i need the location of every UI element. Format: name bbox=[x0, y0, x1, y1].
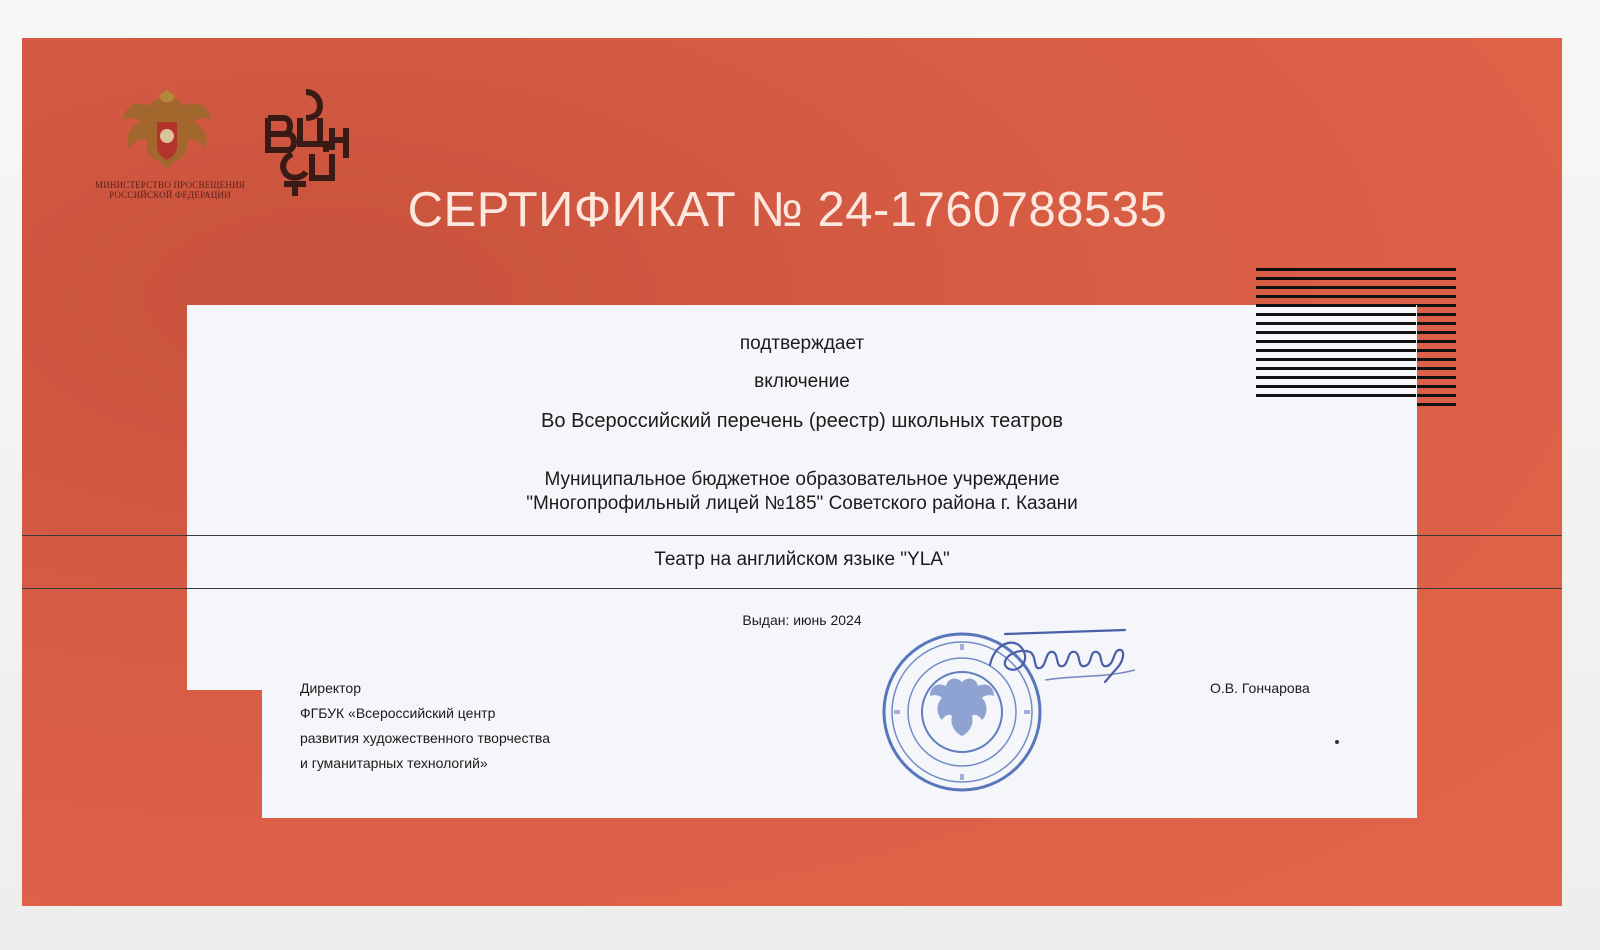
organization-line-1: Муниципальное бюджетное образовательное учреждение bbox=[544, 469, 1060, 490]
confirms-text: подтверждает bbox=[739, 333, 865, 354]
divider-top bbox=[22, 535, 1562, 536]
ink-dot bbox=[1335, 740, 1339, 744]
signer-name: О.В. Гончарова bbox=[1210, 680, 1310, 696]
ministry-caption: МИНИСТЕРСТВО ПРОСВЕЩЕНИЯ РОССИЙСКОЙ ФЕДЕРАЦИИ bbox=[95, 180, 245, 200]
director-title: Директор bbox=[300, 680, 361, 696]
director-org-line-1: ФГБУК «Всероссийский центр bbox=[300, 705, 496, 721]
theatre-name: Театр на английском языке "YLA" bbox=[654, 549, 950, 570]
registry-text: Во Всероссийский перечень (реестр) школьных театров bbox=[541, 410, 1063, 432]
director-org-line-3: и гуманитарных технологий» bbox=[300, 755, 488, 771]
director-block bbox=[300, 676, 550, 776]
signature-icon bbox=[985, 620, 1165, 700]
organization-line-2: "Многопрофильный лицей №185" Советского района г. Казани bbox=[526, 493, 1078, 514]
director-org-line-2: развития художественного творчества bbox=[300, 730, 550, 746]
issued-date: Выдан: июнь 2024 bbox=[742, 612, 862, 628]
divider-bottom bbox=[22, 588, 1562, 589]
certificate-title: СЕРТИФИКАТ № 24-1760788535 bbox=[407, 183, 1168, 237]
inclusion-text: включение bbox=[754, 371, 850, 392]
russian-emblem-icon bbox=[117, 86, 217, 186]
